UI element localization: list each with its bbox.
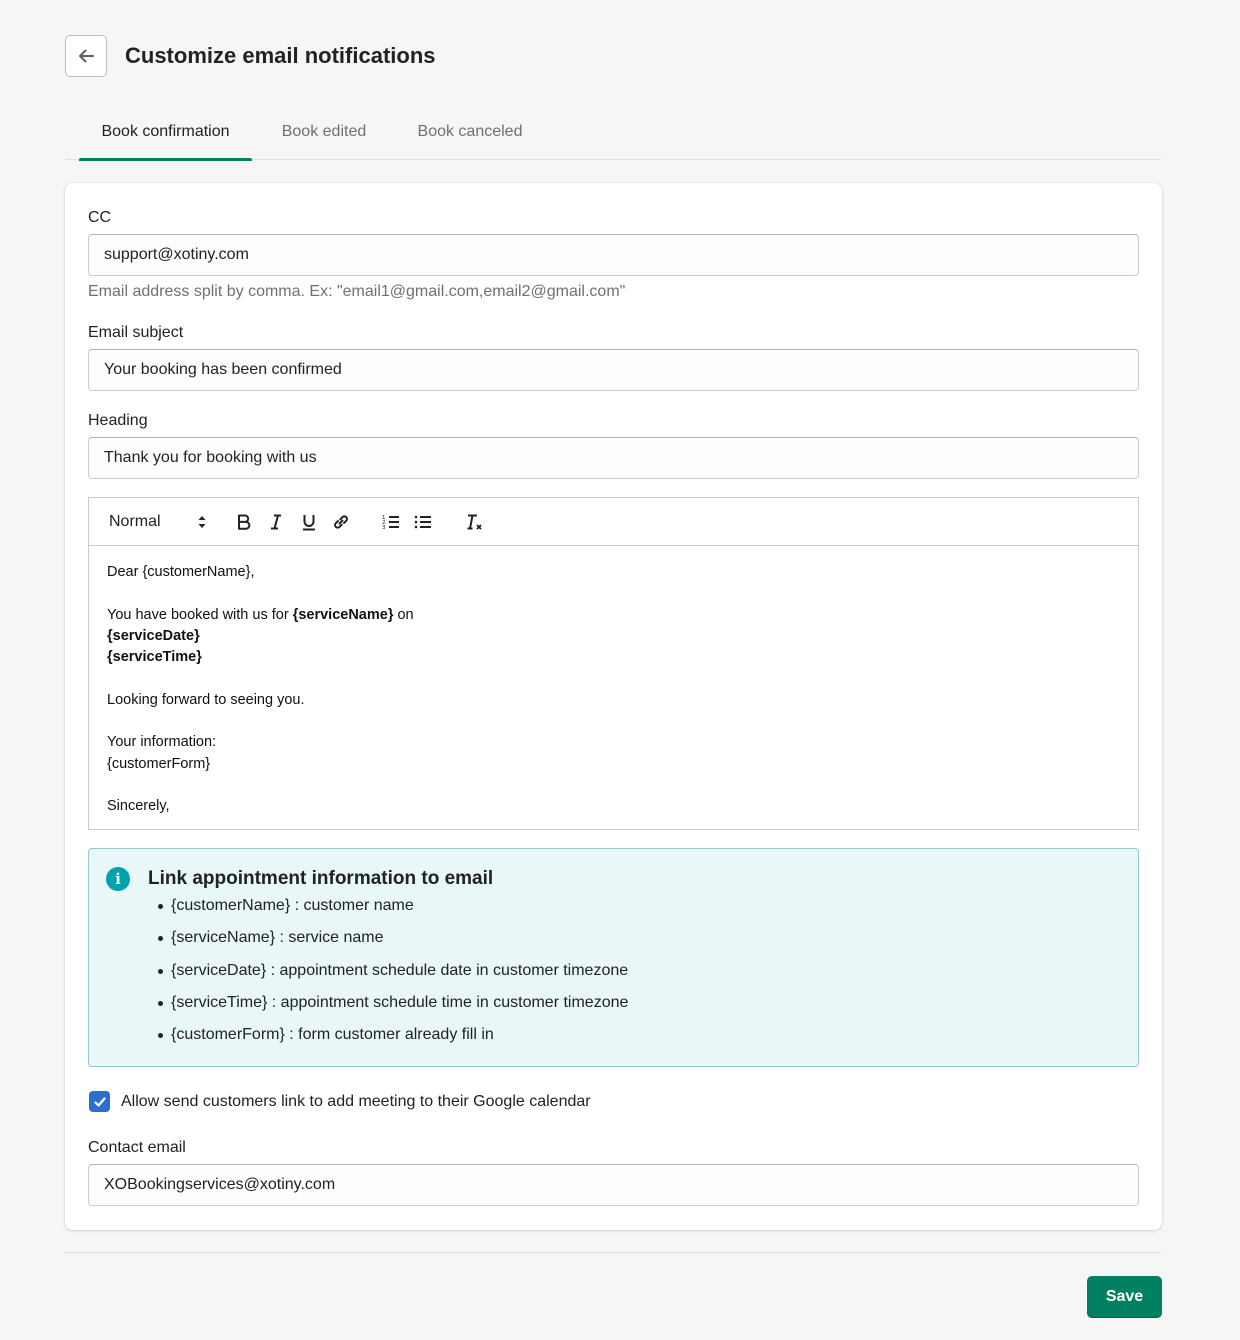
list-item: {customerName} : customer name [156, 895, 628, 927]
checkmark-icon [93, 1095, 107, 1109]
subject-input[interactable] [88, 349, 1139, 391]
google-calendar-label[interactable]: Allow send customers link to add meeting to their Google calendar [121, 1092, 591, 1110]
clear-format-button[interactable] [464, 498, 484, 546]
bold-icon [235, 513, 253, 531]
list-item: {serviceTime} : appointment schedule time in customer timezone [156, 992, 628, 1024]
cc-help-text: Email address split by comma. Ex: "email1@gmail.com,email2@gmail.com" [88, 283, 626, 300]
underline-button[interactable] [300, 498, 318, 546]
body-customer-form: {customerForm} [107, 755, 211, 772]
body-looking-forward: Looking forward to seeing you. [107, 691, 305, 708]
arrow-left-icon [76, 46, 96, 66]
svg-text:2: 2 [382, 520, 386, 526]
select-arrows-icon [197, 515, 207, 529]
bullet-list-button[interactable] [414, 498, 432, 546]
format-select-value: Normal [109, 513, 161, 530]
save-button[interactable]: Save [1087, 1276, 1162, 1318]
google-calendar-checkbox[interactable] [89, 1091, 110, 1112]
info-banner [88, 848, 1139, 1067]
bullet-list-icon [414, 513, 432, 531]
page-title: Customize email notifications [125, 43, 436, 68]
svg-text:1: 1 [382, 515, 386, 521]
clear-format-icon [464, 513, 484, 531]
body-service-date: {serviceDate} [107, 627, 200, 644]
banner-title: Link appointment information to email [148, 868, 494, 889]
italic-button[interactable] [267, 498, 285, 546]
format-select[interactable] [109, 498, 207, 546]
info-icon: i [106, 867, 130, 891]
footer-divider [65, 1252, 1162, 1253]
editor-content[interactable] [89, 546, 1138, 834]
tab-book-edited[interactable]: Book edited [281, 123, 367, 140]
body-info-label: Your information: [107, 734, 217, 751]
svg-text:3: 3 [382, 525, 386, 531]
link-icon [332, 513, 350, 531]
variable-list [156, 895, 628, 1056]
bold-button[interactable] [235, 498, 253, 546]
google-calendar-option [89, 1091, 591, 1112]
heading-label: Heading [88, 412, 148, 429]
body-greeting: Dear {customerName}, [107, 564, 255, 580]
back-button[interactable] [65, 35, 107, 77]
rich-text-editor [88, 497, 1139, 830]
body-line1: You have booked with us for {serviceName} on [107, 606, 414, 623]
body-closing: Sincerely, [107, 798, 170, 815]
tab-book-canceled[interactable]: Book canceled [417, 123, 523, 140]
list-item: {serviceName} : service name [156, 927, 628, 959]
link-button[interactable] [332, 498, 350, 546]
cc-label: CC [88, 209, 112, 226]
heading-input[interactable] [88, 437, 1139, 479]
list-item: {customerForm} : form customer already fill in [156, 1024, 628, 1056]
cc-input[interactable] [88, 234, 1139, 276]
ordered-list-icon [382, 513, 400, 531]
italic-icon [267, 513, 285, 531]
settings-card [65, 183, 1162, 1230]
page-header [65, 35, 436, 77]
body-service-time: {serviceTime} [107, 649, 202, 666]
subject-label: Email subject [88, 324, 184, 341]
tabs [65, 104, 1162, 160]
contact-email-input[interactable] [88, 1164, 1139, 1206]
tab-book-confirmation[interactable]: Book confirmation [79, 104, 252, 160]
editor-toolbar [89, 498, 1138, 546]
underline-icon [300, 513, 318, 531]
ordered-list-button[interactable] [382, 498, 400, 546]
contact-email-label: Contact email [88, 1139, 186, 1156]
list-item: {serviceDate} : appointment schedule date in customer timezone [156, 960, 628, 992]
